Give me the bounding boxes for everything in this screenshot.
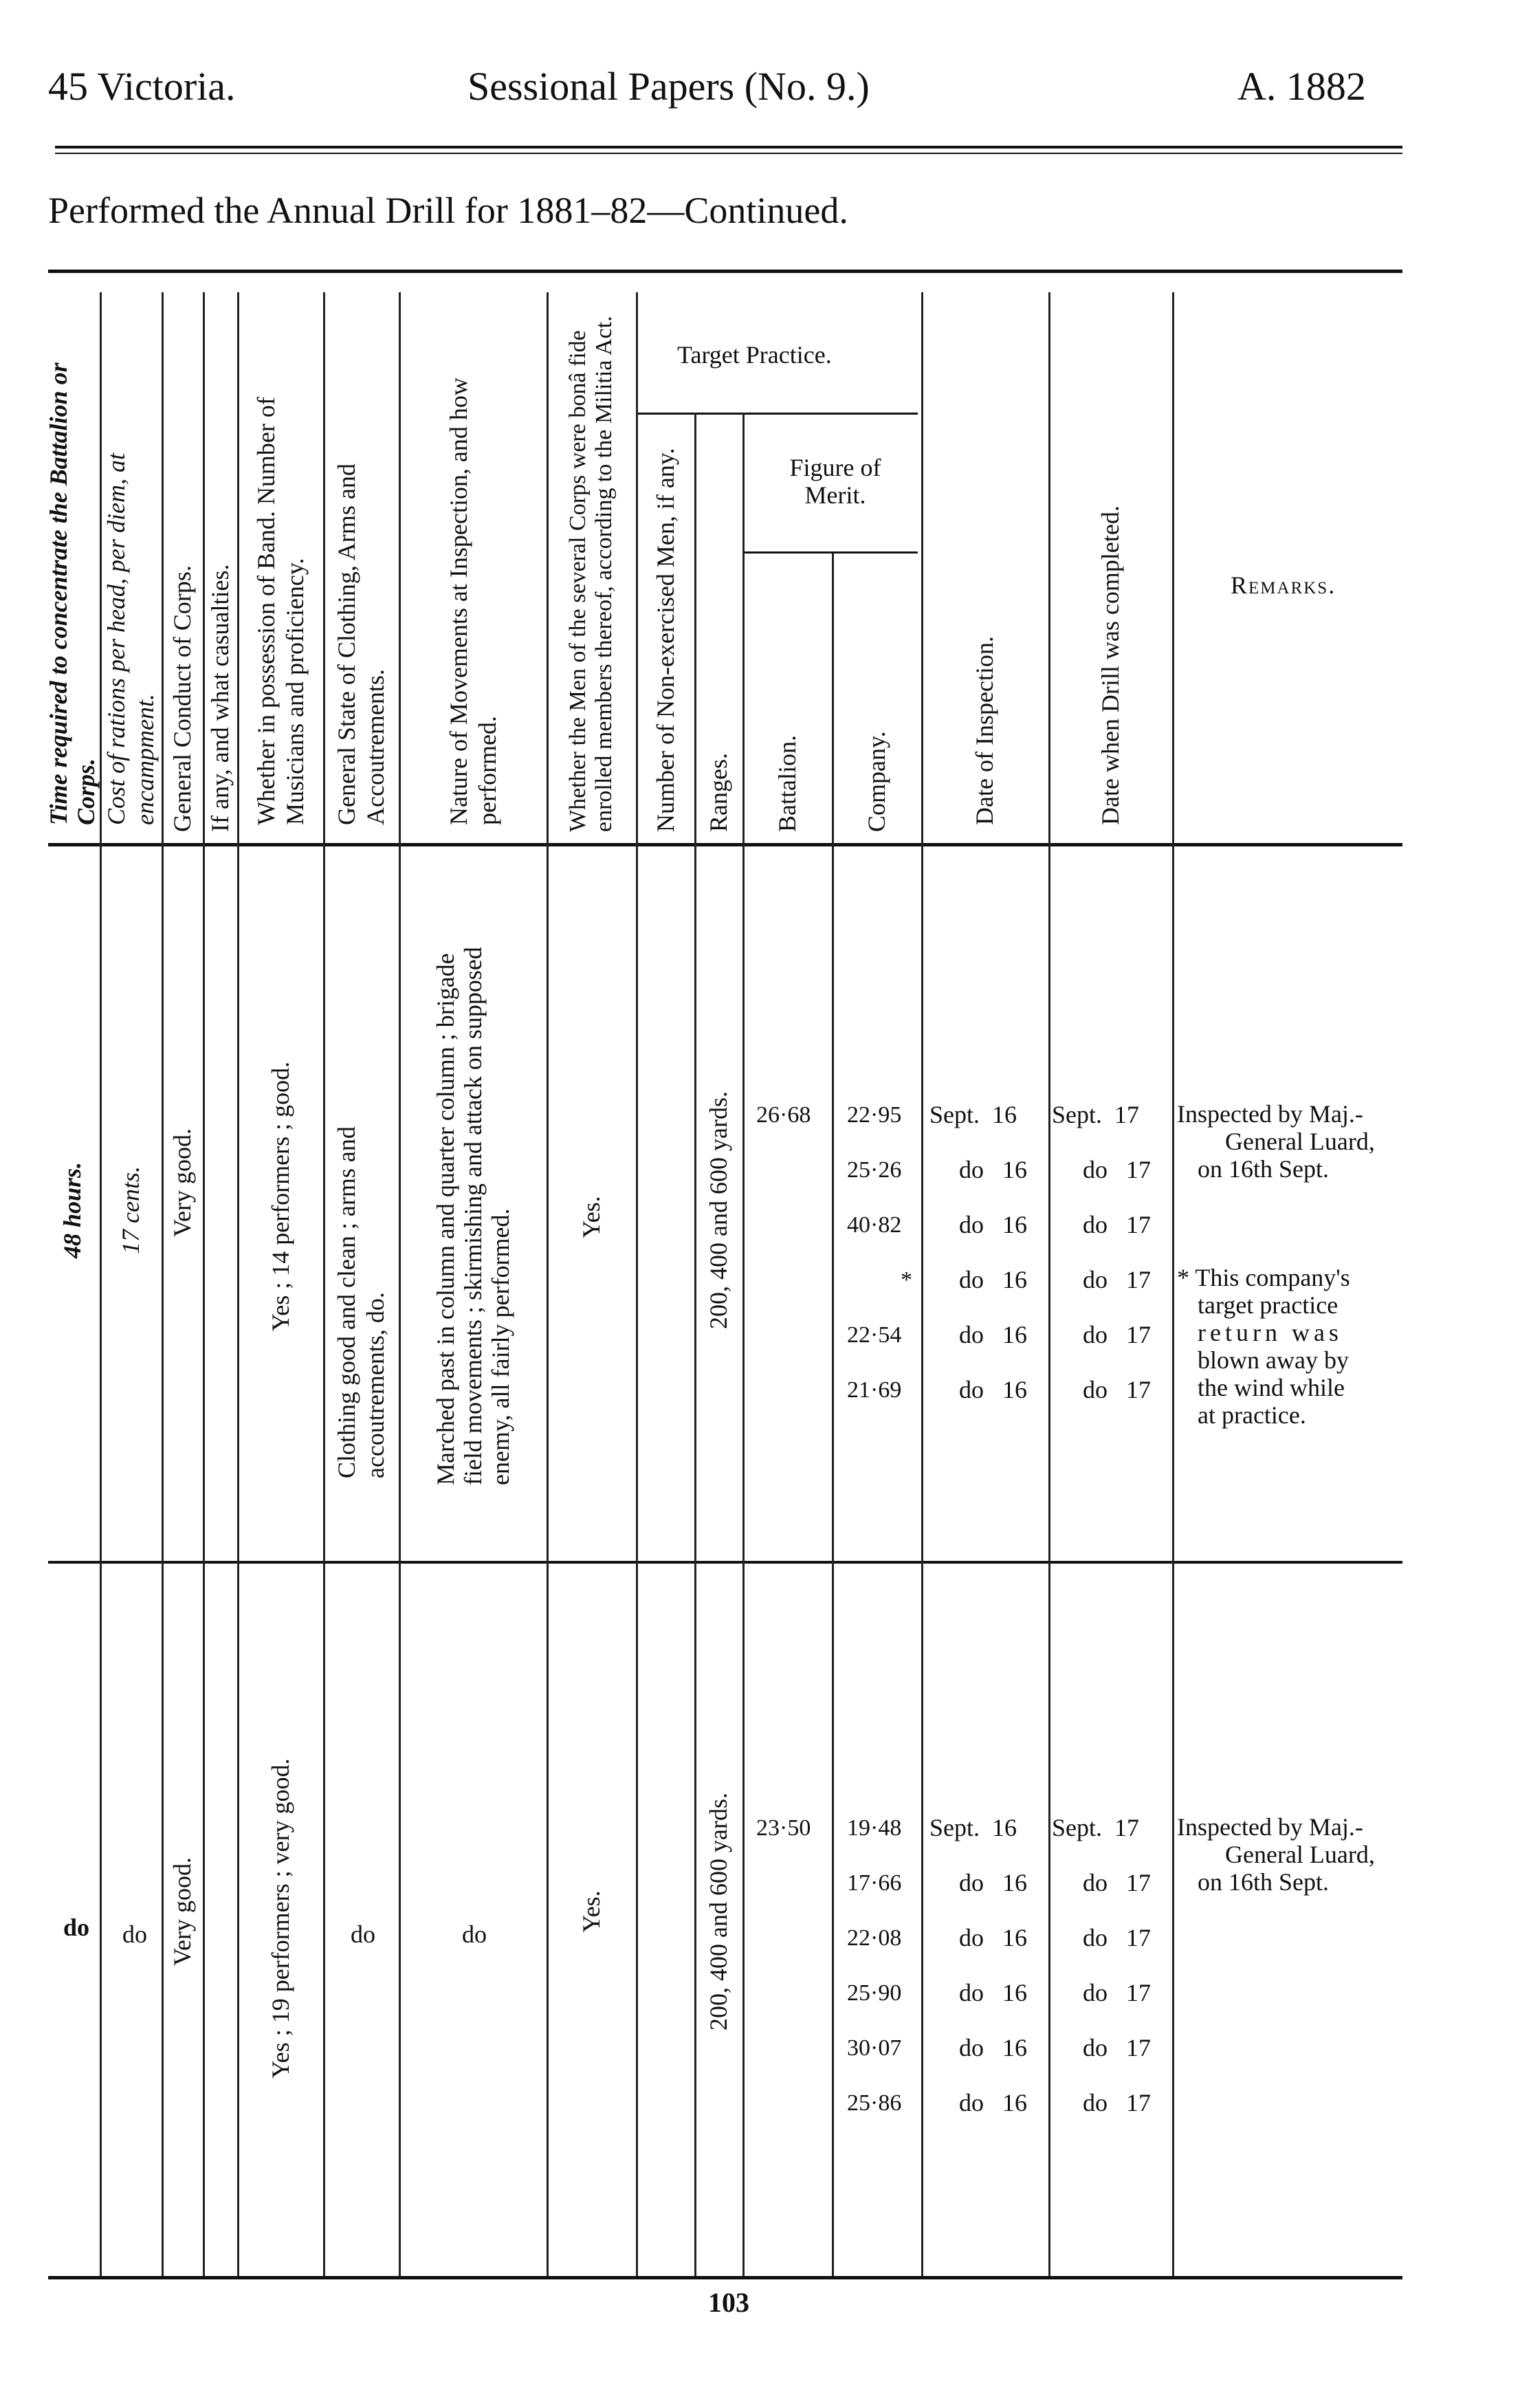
col-header-movements: Nature of Movements at Inspection, and how performed. (445, 377, 501, 825)
row2-completed-6: do 17 (1083, 2089, 1151, 2116)
col-header-casualties: If any, and what casualties. (206, 564, 234, 832)
remark-line: return was (1198, 1319, 1343, 1346)
row1-inspection-2: do 16 (959, 1156, 1027, 1183)
remark-line: on 16th Sept. (1198, 1868, 1330, 1896)
row1-ranges: 200, 400 and 600 yards. (705, 1091, 732, 1329)
col-header-target-practice: Target Practice. (677, 341, 832, 369)
row2-inspection-2: do 16 (959, 1869, 1027, 1896)
table-bottom-rule (48, 2276, 1402, 2279)
remark-line: target practice (1198, 1291, 1339, 1319)
remark-line: the wind while (1198, 1374, 1345, 1401)
row1-conduct: Very good. (168, 1128, 196, 1237)
row1-company-6: 21·69 (847, 1377, 902, 1403)
col-rule (742, 413, 745, 2276)
col-header-date-inspection: Date of Inspection. (971, 636, 998, 825)
col-header-clothing: General State of Clothing, Arms and Accoutrements. (333, 463, 389, 825)
row1-company-3: 40·82 (847, 1212, 902, 1238)
row1-inspection-1: Sept. 16 (929, 1101, 1017, 1128)
col-header-conduct: General Conduct of Corps. (168, 565, 196, 832)
row1-battalion: 26·68 (756, 1102, 811, 1128)
row1-completed-4: do 17 (1083, 1266, 1151, 1293)
row2-company-4: 25·90 (847, 1980, 902, 2006)
header-rule-top (55, 146, 1402, 149)
row2-enrolled: Yes. (577, 1890, 605, 1933)
row1-inspection-3: do 16 (959, 1211, 1027, 1238)
col-rule (1048, 292, 1050, 2276)
row2-completed-1: Sept. 17 (1052, 1814, 1140, 1841)
row1-completed-6: do 17 (1083, 1376, 1151, 1403)
row1-inspection-5: do 16 (959, 1321, 1027, 1348)
col-rule (399, 292, 401, 2276)
col-rule (547, 292, 549, 2276)
row1-company-4: * (901, 1267, 912, 1293)
row1-completed-3: do 17 (1083, 1211, 1151, 1238)
row2-conduct: Very good. (168, 1857, 196, 1966)
remark-line: Inspected by Maj.- (1177, 1813, 1363, 1841)
row2-inspection-6: do 16 (959, 2089, 1027, 2116)
col-rule (323, 292, 325, 2276)
row2-company-6: 25·86 (847, 2090, 902, 2116)
row1-movements: Marched past in column and quarter column ; brigade field movements ; skirmishing and attack on supposed enemy, all fairly performed. (432, 947, 514, 1485)
col-header-battalion: Battalion. (773, 735, 801, 832)
remark-line: * This company's (1177, 1264, 1350, 1291)
table-header-rule (48, 843, 1402, 846)
row1-company-1: 22·95 (847, 1102, 902, 1128)
remark-line: on 16th Sept. (1198, 1155, 1330, 1183)
row2-completed-3: do 17 (1083, 1924, 1151, 1951)
row1-completed-2: do 17 (1083, 1156, 1151, 1183)
row-divider (48, 1561, 1402, 1564)
header-center: Sessional Papers (No. 9.) (467, 64, 870, 109)
col-header-company: Company. (863, 731, 890, 832)
row2-completed-5: do 17 (1083, 2034, 1151, 2061)
col-rule (832, 554, 834, 2276)
row2-inspection-5: do 16 (959, 2034, 1027, 2061)
header-left: 45 Victoria. (48, 64, 236, 109)
row1-time: 48 hours. (58, 1161, 86, 1259)
col-rule (1172, 292, 1174, 2276)
row2-movements: do (462, 1920, 487, 1948)
row1-remarks-inspected (1177, 1100, 1375, 1183)
row2-completed-2: do 17 (1083, 1869, 1151, 1896)
row2-time: do (63, 1914, 90, 1941)
row1-company-2: 25·26 (847, 1157, 902, 1183)
row2-company-1: 19·48 (847, 1815, 902, 1841)
remark-line: at practice. (1198, 1401, 1306, 1429)
row2-company-2: 17·66 (847, 1870, 902, 1896)
row2-inspection-3: do 16 (959, 1924, 1027, 1951)
remark-line: General Luard, (1225, 1128, 1375, 1155)
table-top-rule (48, 270, 1402, 273)
row2-company-3: 22·08 (847, 1925, 902, 1951)
figure-of-merit-rule (742, 551, 918, 554)
page-number: 103 (708, 2287, 749, 2318)
row2-company-5: 30·07 (847, 2035, 902, 2061)
row2-inspection-4: do 16 (959, 1979, 1027, 2006)
col-header-remarks: Remarks. (1231, 571, 1336, 599)
col-header-time: Time required to concentrate the Battalion or Corps. (45, 362, 100, 825)
page-subtitle: Performed the Annual Drill for 1881–82—Continued. (48, 190, 848, 231)
row2-remarks-inspected (1177, 1813, 1375, 1896)
header-right: A. 1882 (1237, 64, 1366, 109)
target-practice-rule (636, 413, 918, 415)
row1-clothing: Clothing good and clean ; arms and accoutrements, do. (333, 1126, 389, 1478)
row1-inspection-6: do 16 (959, 1376, 1027, 1403)
col-header-date-completed: Date when Drill was completed. (1097, 505, 1124, 825)
row2-ranges: 200, 400 and 600 yards. (705, 1793, 732, 2031)
col-rule (694, 413, 696, 2276)
row1-inspection-4: do 16 (959, 1266, 1027, 1293)
header-rule-bottom (55, 153, 1402, 154)
row1-completed-1: Sept. 17 (1052, 1101, 1140, 1128)
row2-completed-4: do 17 (1083, 1979, 1151, 2006)
row1-completed-5: do 17 (1083, 1321, 1151, 1348)
remark-line: General Luard, (1225, 1841, 1375, 1868)
remark-line: blown away by (1198, 1346, 1349, 1374)
col-header-non-exercised: Number of Non-exercised Men, if any. (652, 448, 679, 832)
row2-band: Yes ; 19 performers ; very good. (267, 1758, 294, 2079)
row1-company-5: 22·54 (847, 1322, 902, 1348)
col-rule (921, 292, 923, 2276)
remark-line: Inspected by Maj.- (1177, 1100, 1363, 1128)
col-header-cost: Cost of rations per head, per diem, at encampment. (102, 453, 159, 825)
col-rule (237, 292, 239, 2276)
row2-battalion: 23·50 (756, 1815, 811, 1841)
col-header-figure-of-merit: Figure of Merit. (789, 454, 881, 509)
row1-band: Yes ; 14 performers ; good. (267, 1061, 294, 1332)
col-header-enrolled: Whether the Men of the several Corps were bonâ fide enrolled members thereof, according to the Militia Act. (565, 316, 617, 832)
row2-clothing: do (351, 1920, 375, 1948)
row1-enrolled: Yes. (577, 1196, 605, 1238)
row1-cost: 17 cents. (117, 1166, 144, 1254)
row1-remarks-note (1177, 1264, 1350, 1429)
row2-cost: do (122, 1920, 147, 1948)
col-header-band: Whether in possession of Band. Number of Musicians and proficiency. (252, 397, 309, 825)
col-rule (203, 292, 205, 2276)
row2-inspection-1: Sept. 16 (929, 1814, 1017, 1841)
col-rule (162, 292, 164, 2276)
col-header-ranges: Ranges. (705, 753, 732, 832)
col-rule (636, 292, 638, 2276)
